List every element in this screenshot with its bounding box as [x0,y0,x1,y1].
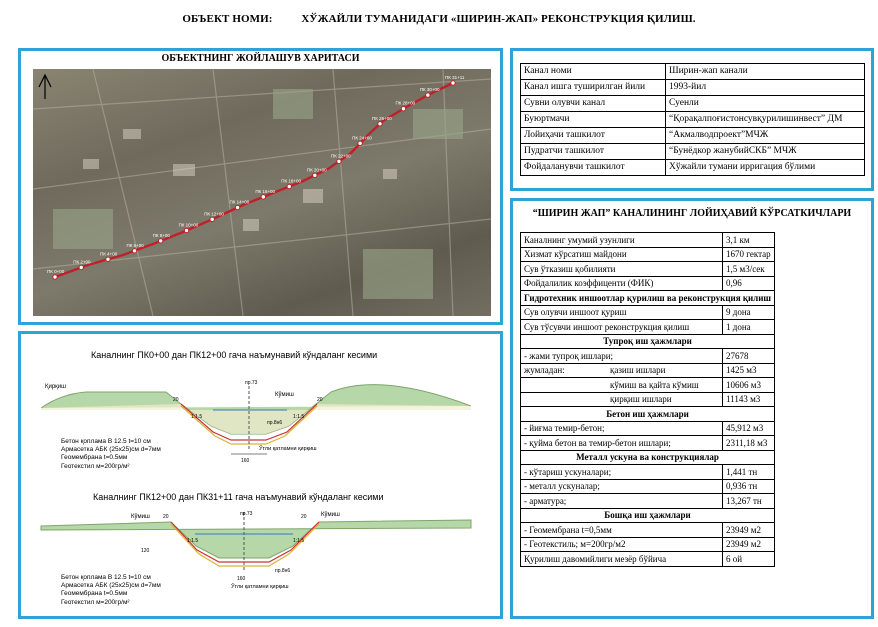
picket-label: ПК 10+00 [178,222,199,228]
section-top-left-bank: Қирқиш [45,384,66,390]
indicator-value: 1425 м3 [723,363,775,378]
section-top-level: пр.73 [245,380,258,386]
section-bottom-berm-left: 20 [163,514,169,520]
indicator-row [521,276,775,291]
section-top-berm-left: 20 [173,397,179,403]
object-name: ХЎЖАЙЛИ ТУМАНИДАГИ «ШИРИН-ЖАП» РЕКОНСТРУКЦИЯ ҚИЛИШ. [301,13,696,25]
indicator-label [521,392,723,407]
section-bottom-right-bank: Кўмиш [321,512,340,518]
section-bottom-left-bank: Кўмиш [131,514,150,520]
picket-label: ПК 26+00 [372,115,392,121]
indicator-row [521,537,775,552]
picket-marker[interactable] [378,122,382,126]
picket-label: ПК 2+00 [73,259,91,265]
picket-marker[interactable] [235,205,239,209]
indicator-row [521,552,775,567]
indicator-value: 1,441 тн [723,465,775,480]
section-top-title: Каналнинг ПК0+00 дан ПК12+00 гача наъмунавий кўндаланг кесими [91,350,378,360]
indicator-row [521,465,775,480]
picket-label: ПК 4+00 [99,251,118,257]
indicator-sublabel: қазиш ишлари [610,365,666,376]
picket-marker[interactable] [287,184,291,188]
indicator-label: - арматура; [521,494,723,509]
picket-marker[interactable] [401,107,405,111]
indicator-label: Каналнинг умумий узунлиги [521,233,723,248]
indicator-section-title: Металл ускуна ва конструкциялар [521,450,775,465]
map-overlay [33,69,491,316]
indicator-value: 11143 м3 [723,392,775,407]
section-bottom-depth: 120 [141,548,150,554]
canal-info-table [520,63,865,176]
section-top-base-label: Ўтли қатламни қирқиш [259,446,317,452]
section-bottom-notes: Бетон қоплама В 12.5 t=10 см Армасетка АБК (25x25)см d=7мм Геомембрана t=0.5мм Геотекстил м=200гр/м² [61,574,161,606]
indicator-label: - Геомембрана t=0,5мм [521,523,723,538]
info-value: Ширин-жап канали [666,64,865,80]
indicator-section-row [521,334,775,349]
info-label: Канал ишга туширилган йили [521,80,666,96]
indicator-row [521,247,775,262]
indicator-section-row [521,508,775,523]
section-bottom-level: пр.73 [240,511,253,517]
indicator-row [521,421,775,436]
picket-label: ПК 31+11 [445,75,465,80]
indicator-value: 23949 м2 [723,537,775,552]
canal-info-panel [510,48,874,191]
indicator-value: 13,267 тн [723,494,775,509]
indicator-row [521,320,775,335]
indicator-value: 0,96 [723,276,775,291]
indicator-value: 3,1 км [723,233,775,248]
picket-marker[interactable] [261,195,265,199]
picket-marker[interactable] [158,239,162,243]
section-top-slope-left: 1:1.5 [191,414,203,420]
picket-marker[interactable] [184,228,188,232]
picket-label: ПК 16+00 [255,188,276,194]
indicator-label: Сув олувчи иншоот қуриш [521,305,723,320]
indicator-sublabel: кўмиш ва қайта кўмиш [610,379,699,390]
picket-label: ПК 28+00 [395,100,416,106]
indicator-value: 2311,18 м3 [723,436,775,451]
indicator-label: - металл ускуналар; [521,479,723,494]
indicator-section-row [521,450,775,465]
location-map-panel [18,48,503,325]
object-label: ОБЪЕКТ НОМИ: [182,13,273,25]
indicator-label: Сув ўтказиш қобилияти [521,262,723,277]
picket-label: ПК 12+00 [204,211,224,217]
info-row [521,64,865,80]
info-value: Суенли [666,96,865,112]
section-top-slope-right: 1:1.5 [293,414,305,420]
indicator-value: 9 дона [723,305,775,320]
info-row [521,128,865,144]
picket-label: ПК 24+00 [352,135,372,141]
satellite-map[interactable] [33,69,491,316]
indicator-value: 0,936 тн [723,479,775,494]
indicator-section-title: Гидротехник иншоотлар қурилиш ва реконструкция қилиш [521,291,775,306]
indicator-row [521,494,775,509]
picket-marker[interactable] [132,249,136,253]
picket-label: ПК 20+00 [306,167,327,173]
section-top-notes: Бетон қоплама В 12.5 t=10 см Армасетка АБК (25x25)см d=7мм Геомембрана t=0.5мм Геотекстил м=200гр/м² [61,438,161,470]
picket-marker[interactable] [426,93,430,97]
indicator-label: Қурилиш давомийлиги мезёр бўйича [521,552,723,567]
section-bottom-width: 160 [237,576,246,582]
section-bottom-base-label: Ўтли қатламни қирқиш [231,584,289,590]
info-row [521,112,865,128]
section-top-berm-right: 20 [317,397,323,403]
section-bottom-slope-left: 1:1.5 [187,538,199,544]
section-bottom-slope-right: 1:1.5 [293,538,305,544]
indicator-value: 1670 гектар [723,247,775,262]
indicator-value: 1,5 м3/сек [723,262,775,277]
indicator-row [521,363,775,378]
indicator-row [521,392,775,407]
info-row [521,144,865,160]
info-value: Хўжайли тумани ирригация бўлими [666,160,865,176]
info-value: “Қорақалпоғистонсувқурилишинвест” ДМ [666,112,865,128]
indicator-value: 23949 м2 [723,523,775,538]
picket-label: ПК 6+00 [126,242,144,248]
indicator-row [521,479,775,494]
picket-marker[interactable] [451,81,455,85]
indicator-value: 10606 м3 [723,378,775,393]
picket-marker[interactable] [79,265,83,269]
picket-label: ПК 8+00 [152,232,170,238]
indicator-section-title: Бетон иш ҳажмлари [521,407,775,422]
info-label: Сувни олувчи канал [521,96,666,112]
indicator-label: Сув тўсувчи иншоот реконструкция қилиш [521,320,723,335]
section-bottom-title: Каналнинг ПК12+00 дан ПК31+11 гача наъмунавий кўндаланг кесими [93,492,384,502]
map-title: ОБЪЕКТНИНГ ЖОЙЛАШУВ ХАРИТАСИ [161,53,360,64]
indicator-label: Хизмат кўрсатиш майдони [521,247,723,262]
picket-label: ПК 14+00 [229,199,250,205]
indicator-label: - жами тупроқ ишлари; [521,349,723,364]
section-top-right-bank: Кўмиш [275,392,294,398]
section-top-bottom-level: пр.8н6 [267,420,283,426]
indicator-label: - қуйма бетон ва темир-бетон ишлари; [521,436,723,451]
indicator-section-row [521,291,775,306]
indicator-section-title: Тупроқ иш ҳажмлари [521,334,775,349]
indicator-section-row [521,407,775,422]
info-row [521,80,865,96]
picket-label: ПК 22+00 [330,153,351,159]
design-indicators-panel [510,198,874,619]
picket-marker[interactable] [337,159,341,163]
indicator-row [521,349,775,364]
indicator-row [521,436,775,451]
indicator-label: - Геотекстиль; м=200гр/м2 [521,537,723,552]
section-bottom-bottom-level: пр.8н6 [275,568,291,574]
indicator-value: 27678 [723,349,775,364]
indicator-label: Фойдалилик коэффиценти (ФИК) [521,276,723,291]
indicator-sublabel: қирқиш ишлари [610,394,672,405]
picket-label: ПК 30+00 [419,87,440,93]
indicator-value: 1 дона [723,320,775,335]
picket-marker[interactable] [210,217,214,221]
cross-sections-panel [18,331,503,619]
indicators-title: “ШИРИН ЖАП” КАНАЛИНИНГ ЛОЙИҲАВИЙ КЎРСАТКИЧЛАРИ [532,208,852,219]
section-bottom-berm-right: 20 [301,514,307,520]
indicators-table [520,232,775,567]
indicator-row [521,523,775,538]
indicator-section-title: Бошқа иш ҳажмлари [521,508,775,523]
info-label: Лойиҳачи ташкилот [521,128,666,144]
page-title [0,13,878,25]
indicator-label [521,363,723,378]
indicator-row [521,233,775,248]
indicator-value: 6 ой [723,552,775,567]
indicator-label-prefix: жумладан: [524,365,565,376]
indicator-row [521,378,775,393]
info-value: “Бунёдкор жанубийСКБ” МЧЖ [666,144,865,160]
picket-marker[interactable] [106,257,110,261]
info-label: Фойдаланувчи ташкилот [521,160,666,176]
picket-marker[interactable] [358,141,362,145]
picket-marker[interactable] [53,275,57,279]
indicator-value: 45,912 м3 [723,421,775,436]
indicator-label: - кўтариш ускуналари; [521,465,723,480]
indicator-row [521,305,775,320]
section-top-bottom-width: 160 [241,458,250,464]
indicator-row [521,262,775,277]
info-label: Канал номи [521,64,666,80]
info-value: “Акмалводпроект”МЧЖ [666,128,865,144]
indicator-label [521,378,723,393]
info-row [521,160,865,176]
info-value: 1993-йил [666,80,865,96]
info-label: Буюртмачи [521,112,666,128]
picket-label: ПК 0+00 [47,269,65,274]
info-row [521,96,865,112]
north-arrow-icon [39,75,51,99]
indicator-label: - йиғма темир-бетон; [521,421,723,436]
picket-label: ПК 18+00 [281,178,302,184]
picket-marker[interactable] [313,173,317,177]
info-label: Пудратчи ташкилот [521,144,666,160]
canal-route [55,83,453,277]
